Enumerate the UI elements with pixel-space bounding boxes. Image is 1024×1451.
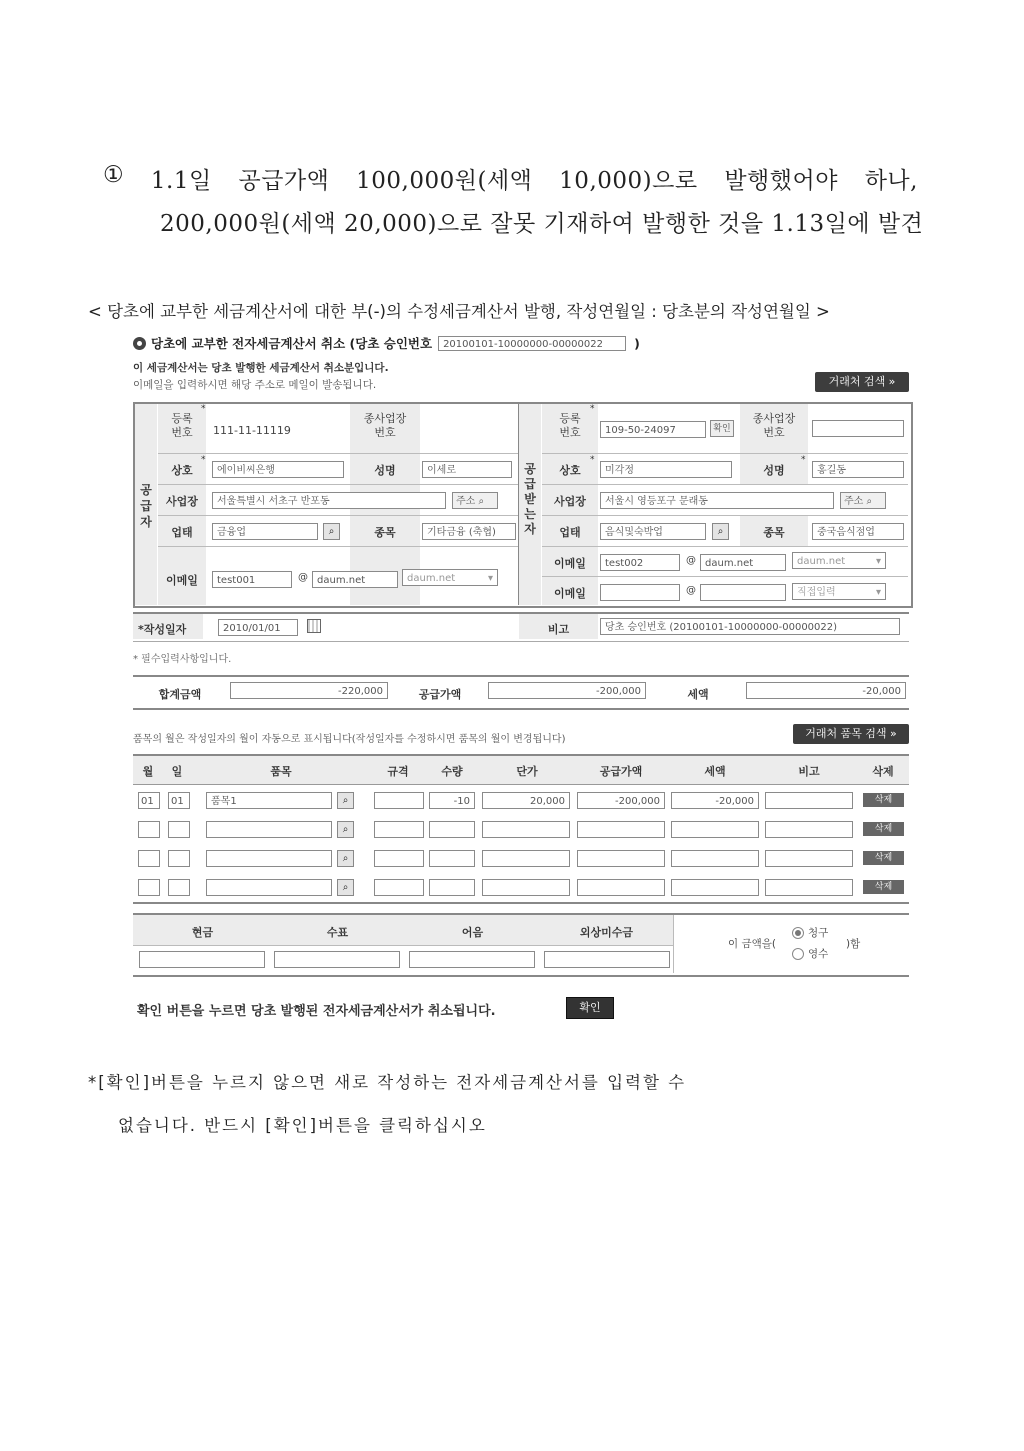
total-supply-label: 공급가액 [418,688,462,701]
receiver-name-input[interactable]: 홍길동 [812,461,904,478]
receiver-branch-label [740,412,808,440]
supplier-side-label [135,482,157,530]
search-icon[interactable]: ⌕ [337,792,354,809]
total-tax-label: 세액 [687,688,709,701]
supplier-item-label: 종목 [374,526,396,539]
required-star: * [201,455,206,465]
intro-line-1 [103,162,918,195]
payment-option-claim[interactable] [792,925,828,940]
footer-line-2: 없습니다. 반드시 [확인]버튼을 클릭하십시오 [118,1116,487,1135]
col-tax: 세액 [704,765,726,778]
payment-option-receipt[interactable] [792,946,828,961]
side-char: 자 [140,515,152,529]
row4-day[interactable] [168,879,190,896]
payment-check-label: 수표 [326,926,349,939]
remark-input[interactable]: 당초 승인번호 (20100101-10000000-00000022) [600,618,900,635]
row2-tax[interactable] [671,821,759,838]
total-supply-field[interactable]: -200,000 [488,682,646,699]
confirm-note: 확인 버튼을 누르면 당초 발행된 전자세금계산서가 취소됩니다. [137,1004,496,1019]
side-char: 자 [524,522,536,536]
supplier-email-label: 이메일 [166,574,198,587]
payment-amount-label-pre: 이 금액을( [728,938,777,950]
at-sign: @ [686,585,696,596]
label-line: 등록 [171,412,193,425]
row4-supply[interactable] [577,879,665,896]
row3-spec[interactable] [374,850,424,867]
col-supply: 공급가액 [599,765,643,778]
option-label: 영수 [808,948,829,960]
payment-credit-input[interactable] [544,951,670,968]
row3-month[interactable] [138,850,160,867]
month-note: 품목의 월은 작성일자의 월이 자동으로 표시됩니다(작성일자를 수정하시면 품목의 월이 변경됩니다) [133,734,566,745]
col-price: 단가 [516,765,538,778]
required-star: * [201,404,206,414]
approval-number-field[interactable]: 20100101-10000000-00000022 [438,336,626,351]
row2-qty[interactable] [429,821,475,838]
search-icon: ⌕ [866,496,873,507]
receiver-email-id-input[interactable]: test002 [600,554,680,571]
label-line: 종사업장 [752,412,796,425]
search-icon[interactable]: ⌕ [337,879,354,896]
supplier-company-input[interactable]: 에이비씨은행 [212,461,344,478]
option-label: 청구 [808,927,829,939]
label-line: 번호 [559,426,581,439]
receiver-address-label: 사업장 [554,495,586,508]
row3-qty[interactable] [429,850,475,867]
col-qty: 수량 [441,765,463,778]
bullet-icon [133,337,146,350]
at-sign: @ [298,572,308,583]
partner-search-button[interactable]: 거래처 검색 » [815,372,909,392]
date-label [138,621,186,637]
row4-price[interactable] [482,879,570,896]
row2-supply[interactable] [577,821,665,838]
row1-price[interactable]: 20,000 [482,792,570,809]
required-star: * [590,455,595,465]
search-icon[interactable]: ⌕ [712,523,729,540]
item-search-button[interactable]: 거래처 품목 검색 » [793,724,909,744]
col-delete: 삭제 [872,765,894,778]
row3-note[interactable] [765,850,853,867]
row1-note[interactable] [765,792,853,809]
intro-line-2: 200,000원(세액 20,000)으로 잘못 기재하여 발행한 것을 1.13일에 발견 [160,211,924,237]
chevron-down-icon: ▾ [875,587,881,598]
row1-spec[interactable] [374,792,424,809]
payment-note-label: 어음 [461,926,484,939]
receiver-company-input[interactable]: 미각정 [600,461,732,478]
intro-word: 100,000원(세액 [356,168,533,194]
receiver-biztype-label: 업태 [559,526,581,539]
required-star: * [138,623,144,636]
side-char: 공 [140,483,152,497]
supplier-reg-label [158,412,206,440]
payment-cash-label: 현금 [191,926,214,939]
row2-item[interactable] [206,821,332,838]
row2-price[interactable] [482,821,570,838]
label-line: 번호 [374,426,396,439]
radio-icon [792,948,804,960]
row3-item[interactable] [206,850,332,867]
supplier-biztype-input[interactable]: 금융업 [212,523,318,540]
row4-tax[interactable] [671,879,759,896]
receiver-branch-input[interactable] [812,420,904,437]
radio-selected-icon [792,927,804,939]
side-char: 는 [524,507,536,521]
supplier-item-input[interactable]: 기타금융 (축협) [422,523,516,540]
receiver-email2-label: 이메일 [554,587,586,600]
row4-month[interactable] [138,879,160,896]
supplier-reg-number: 111-11-11119 [213,424,291,437]
select-value: daum.net [797,556,846,567]
intro-word: 10,000)으로 [559,168,698,194]
supplier-company-label: 상호 [171,464,193,477]
receiver-company-label: 상호 [559,464,581,477]
receiver-reg-confirm-button[interactable]: 확인 [710,420,734,437]
supplier-name-label: 성명 [374,464,396,477]
form-title-close: ) [634,335,640,351]
receiver-email2-domain-select[interactable] [792,583,886,600]
date-input[interactable]: 2010/01/01 [218,619,298,636]
receiver-biztype-input[interactable]: 음식및숙박업 [600,523,706,540]
address-button-label: 주소 [844,496,864,507]
label-line: 번호 [171,426,193,439]
search-icon[interactable]: ⌕ [323,523,340,540]
row2-delete-button[interactable]: 삭제 [863,822,904,836]
receiver-address-input[interactable]: 서울시 영등포구 문래동 [600,492,834,509]
payment-amount-label-post: )함 [846,938,861,950]
row4-qty[interactable] [429,879,475,896]
supplier-email-domain-input[interactable]: daum.net [312,571,398,588]
receiver-email2-domain-input[interactable] [700,584,786,601]
email-note: 이메일을 입력하시면 해당 주소로 메일이 발송됩니다. [133,379,377,391]
search-icon[interactable]: ⌕ [337,850,354,867]
cancel-note: 이 세금계산서는 당초 발행한 세금계산서 취소분입니다. [133,362,389,374]
row3-delete-button[interactable]: 삭제 [863,851,904,865]
form-title [133,334,640,352]
side-char: 급 [140,499,152,513]
col-spec: 규격 [387,765,409,778]
confirm-button[interactable]: 확인 [566,997,614,1019]
row1-qty[interactable]: -10 [429,792,475,809]
intro-word: 1.1일 [150,168,212,194]
receiver-email-domain-input[interactable]: daum.net [700,554,786,571]
total-tax-field[interactable]: -20,000 [746,682,906,699]
row2-note[interactable] [765,821,853,838]
row2-month[interactable] [138,821,160,838]
required-star: * [590,404,595,414]
receiver-email2-id-input[interactable] [600,584,680,601]
col-month: 월 [142,765,154,778]
receiver-reg-input[interactable]: 109-50-24097 [600,421,706,438]
row4-spec[interactable] [374,879,424,896]
row2-spec[interactable] [374,821,424,838]
label-line: 종사업장 [363,412,407,425]
supplier-biztype-label: 업태 [171,526,193,539]
row1-delete-button[interactable]: 삭제 [863,793,904,807]
intro-word: 하나, [864,168,918,194]
intro-word: 공급가액 [238,168,330,194]
payment-check-input[interactable] [274,951,400,968]
date-label-text: 작성일자 [143,623,187,636]
receiver-email-domain-select[interactable] [792,552,886,569]
receiver-item-input[interactable]: 중국음식점업 [812,523,904,540]
row4-item[interactable] [206,879,332,896]
section-heading: < 당초에 교부한 세금계산서에 대한 부(-)의 수정세금계산서 발행, 작성연월일 : 당초분의 작성연월일 > [88,302,830,321]
row1-day[interactable]: 01 [168,792,190,809]
circled-one-marker: ① [103,162,125,188]
col-item: 품목 [270,765,292,778]
label-line: 번호 [763,426,785,439]
row4-note[interactable] [765,879,853,896]
chevron-down-icon: ▾ [875,556,881,567]
supplier-name-input[interactable]: 이세로 [422,461,512,478]
label-line: 등록 [559,412,581,425]
required-star: * [801,455,806,465]
payment-cash-input[interactable] [139,951,265,968]
row3-tax[interactable] [671,850,759,867]
side-char: 받 [524,492,536,506]
supplier-branch-label [350,412,420,440]
row3-supply[interactable] [577,850,665,867]
side-char: 공 [524,462,536,476]
supplier-address-input[interactable]: 서울특별시 서초구 반포동 [212,492,446,509]
supplier-email-domain-select[interactable] [402,569,498,586]
receiver-address-button[interactable] [840,492,886,509]
select-value: daum.net [407,573,456,584]
receiver-item-label: 종목 [763,526,785,539]
row3-day[interactable] [168,850,190,867]
supplier-email-id-input[interactable]: test001 [212,571,292,588]
row3-price[interactable] [482,850,570,867]
row2-day[interactable] [168,821,190,838]
row1-month[interactable]: 01 [138,792,160,809]
row1-supply[interactable]: -200,000 [577,792,665,809]
row1-item[interactable]: 품목1 [206,792,332,809]
remark-label: 비고 [547,623,570,636]
chevron-down-icon: ▾ [487,573,493,584]
required-note: * 필수입력사항입니다. [133,654,232,665]
receiver-reg-label [542,412,598,440]
at-sign: @ [686,555,696,566]
total-sum-field[interactable]: -220,000 [230,682,388,699]
col-day: 일 [171,765,183,778]
intro-word: 발행했어야 [724,168,838,194]
side-char: 급 [524,477,536,491]
search-icon: ⌕ [478,496,485,507]
payment-credit-label: 외상미수금 [579,926,634,939]
row4-delete-button[interactable]: 삭제 [863,880,904,894]
form-title-text: 당초에 교부한 전자세금계산서 취소 (당초 승인번호 [151,336,433,351]
search-icon[interactable]: ⌕ [337,821,354,838]
col-note: 비고 [798,765,820,778]
footer-line-1: *[확인]버튼을 누르지 않으면 새로 작성하는 전자세금계산서를 입력할 수 [88,1073,687,1092]
address-button-label: 주소 [456,496,476,507]
receiver-side-label [519,462,541,537]
select-value: 직접입력 [797,587,836,598]
calendar-icon[interactable] [307,619,321,633]
receiver-email-label: 이메일 [554,557,586,570]
receiver-name-label: 성명 [763,464,785,477]
row1-tax[interactable]: -20,000 [671,792,759,809]
supplier-address-button[interactable] [452,492,498,509]
payment-note-input[interactable] [409,951,535,968]
total-sum-label: 합계금액 [158,688,202,701]
supplier-address-label: 사업장 [166,495,198,508]
